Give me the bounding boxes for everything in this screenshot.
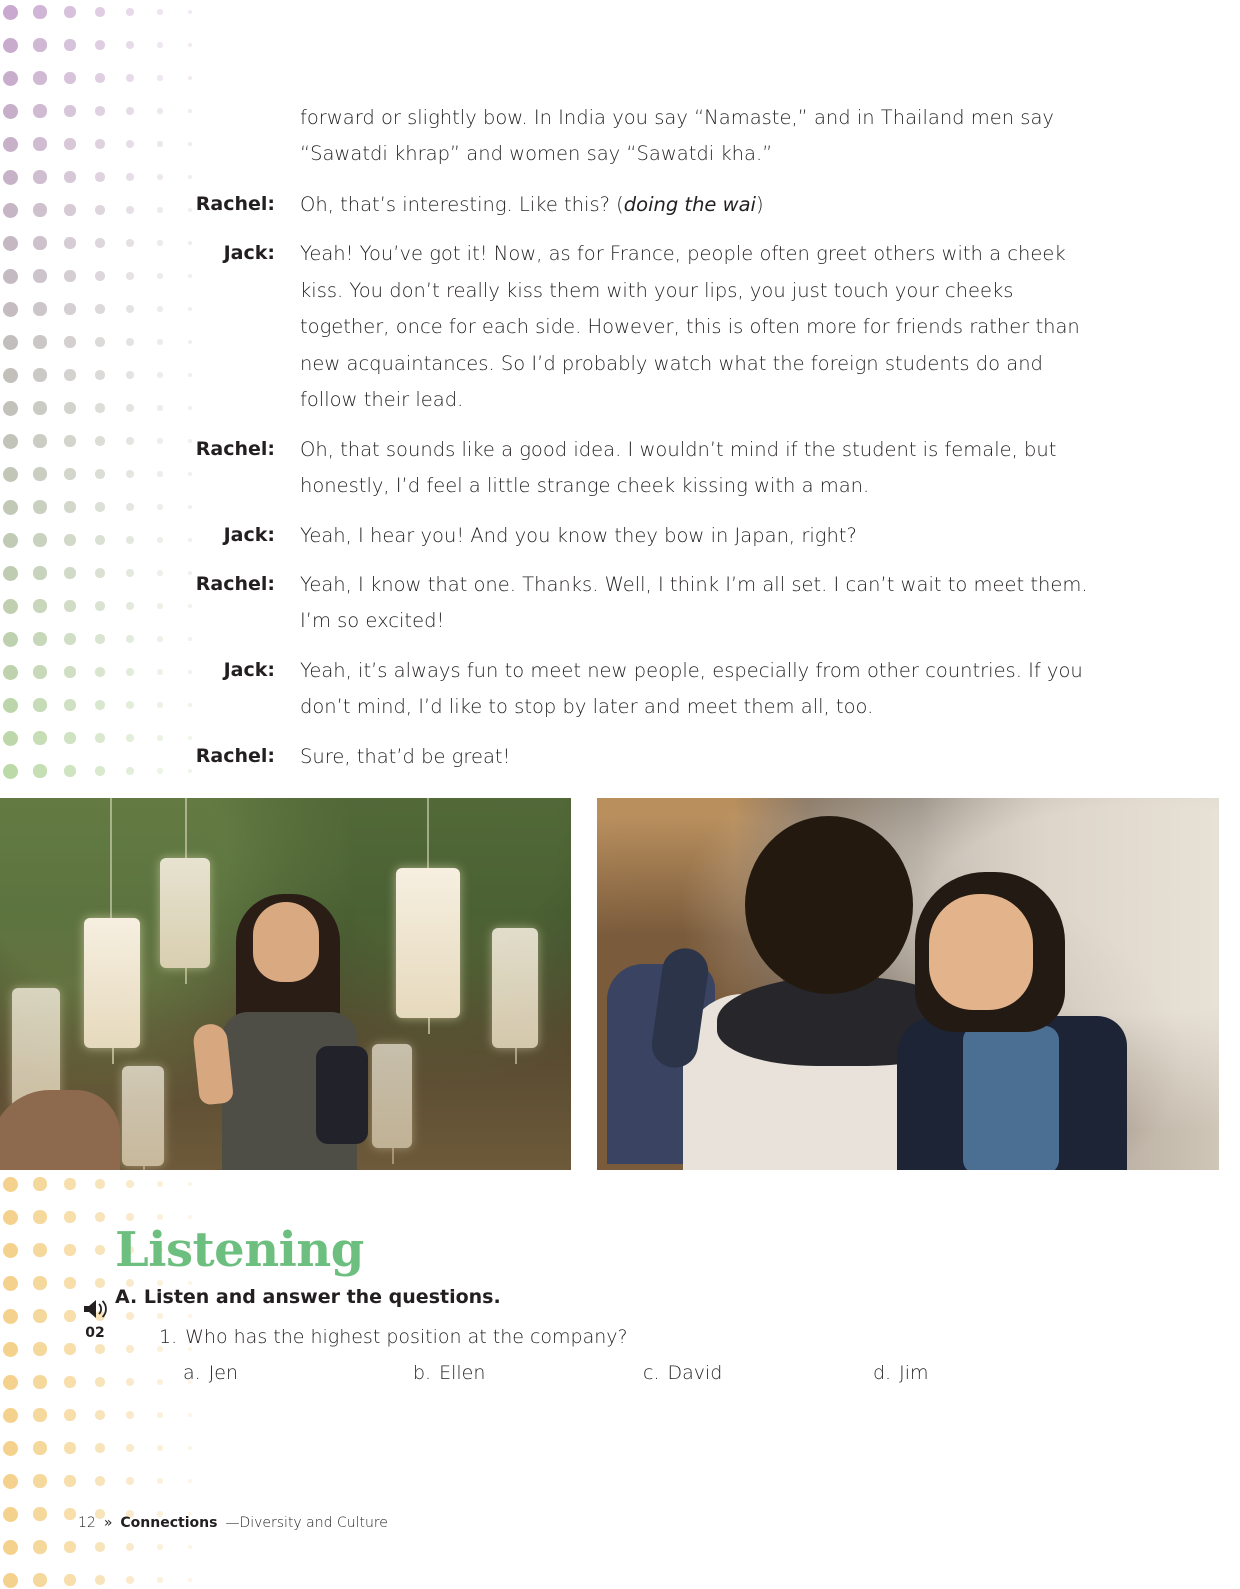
- decorative-dot: [157, 372, 163, 378]
- decorative-dot: [95, 1344, 104, 1353]
- decorative-dot: [95, 1179, 104, 1188]
- decorative-dot: [64, 1376, 75, 1387]
- decorative-dot: [64, 303, 75, 314]
- choice-text: David: [667, 1362, 723, 1384]
- decorative-dot: [33, 467, 46, 480]
- decorative-dot: [126, 470, 133, 477]
- decorative-dot: [64, 1211, 75, 1222]
- decorative-dot: [95, 1476, 104, 1485]
- decorative-dot: [157, 603, 163, 609]
- decorative-dot: [157, 108, 163, 114]
- decorative-dot: [3, 1276, 18, 1291]
- decorative-dot: [157, 669, 163, 675]
- decorative-dot: [3, 1573, 18, 1588]
- decorative-dot: [33, 533, 46, 546]
- decorative-dot: [3, 764, 18, 779]
- decorative-dot: [33, 1342, 46, 1355]
- decorative-dot: [64, 270, 75, 281]
- decorative-dot: [95, 238, 104, 247]
- speech-text: Yeah, I know that one. Thanks. Well, I think I’m all set. I can’t wait to meet them. I’m so excited!: [300, 572, 1088, 633]
- decorative-dot: [64, 1178, 75, 1189]
- decorative-dot: [126, 1477, 133, 1484]
- decorative-dot: [64, 1343, 75, 1354]
- decorative-dot: [95, 700, 104, 709]
- decorative-dot: [64, 1508, 75, 1519]
- dialogue-line: [190, 739, 1100, 775]
- decorative-dot: [33, 599, 46, 612]
- choice-text: Jen: [208, 1362, 239, 1384]
- decorative-dot: [64, 765, 75, 776]
- decorative-dot: [126, 272, 133, 279]
- decorative-dot: [95, 1443, 104, 1452]
- decorative-dot: [64, 600, 75, 611]
- decorative-dot: [157, 75, 163, 81]
- speech-text: [300, 187, 1100, 223]
- decorative-dot: [126, 668, 133, 675]
- decorative-dot: [126, 635, 133, 642]
- decorative-dot: [157, 1181, 163, 1187]
- decorative-dot: [95, 1212, 104, 1221]
- decorative-dot: [3, 1309, 18, 1324]
- decorative-dot: [157, 768, 163, 774]
- decorative-dot: [64, 1409, 75, 1420]
- dialogue-line: [190, 653, 1100, 726]
- decorative-dot: [126, 734, 133, 741]
- question-text: Who has the highest position at the company?: [185, 1326, 628, 1348]
- decorative-dot: [3, 1474, 18, 1489]
- decorative-dot: [33, 1474, 46, 1487]
- decorative-dot: [3, 170, 18, 185]
- decorative-dot: [64, 336, 75, 347]
- decorative-dot: [126, 305, 133, 312]
- photo-woman-doing-wai-with-lanterns: [0, 798, 571, 1170]
- speaker-name: Rachel:: [195, 744, 275, 767]
- backpack: [316, 1046, 368, 1144]
- elephant-statue: [0, 1090, 120, 1170]
- decorative-dot: [188, 1446, 192, 1450]
- decorative-dot: [3, 236, 18, 251]
- lantern-icon: [372, 1044, 412, 1148]
- lantern-icon: [84, 918, 140, 1048]
- decorative-dot: [33, 665, 46, 678]
- decorative-dot: [33, 401, 46, 414]
- decorative-dot: [3, 566, 18, 581]
- decorative-dot: [126, 206, 133, 213]
- decorative-dot: [95, 172, 104, 181]
- page-footer: [78, 1515, 388, 1531]
- dialogue-line: [190, 518, 1100, 554]
- decorative-dot: [3, 38, 18, 53]
- decorative-dot: [95, 205, 104, 214]
- decorative-dot: [188, 1413, 192, 1417]
- decorative-dot: [33, 1441, 46, 1454]
- decorative-dot: [157, 471, 163, 477]
- decorative-dot: [3, 335, 18, 350]
- decorative-dot: [126, 1543, 133, 1550]
- decorative-dot: [33, 1177, 46, 1190]
- dialogue-transcript: [190, 100, 1100, 788]
- speaker-name: Rachel:: [195, 437, 275, 460]
- decorative-dot: [3, 1243, 18, 1258]
- decorative-dot: [126, 1411, 133, 1418]
- decorative-dot: [157, 1478, 163, 1484]
- decorative-dot: [95, 1575, 104, 1584]
- decorative-dot: [3, 302, 18, 317]
- decorative-dot: [64, 402, 75, 413]
- decorative-dot: [3, 1375, 18, 1390]
- decorative-dot: [64, 468, 75, 479]
- choice-a[interactable]: [183, 1362, 413, 1384]
- task-label: A. Listen and answer the questions.: [115, 1286, 501, 1308]
- decorative-dot: [3, 269, 18, 284]
- decorative-dot: [126, 173, 133, 180]
- dialogue-line: [190, 187, 1100, 223]
- decorative-dot: [126, 338, 133, 345]
- decorative-dot: [64, 699, 75, 710]
- decorative-dot: [64, 501, 75, 512]
- decorative-dot: [126, 1576, 133, 1583]
- speaker-name: Jack:: [223, 523, 275, 546]
- decorative-dot: [126, 503, 133, 510]
- decorative-dot: [33, 731, 46, 744]
- page-number: 12: [78, 1515, 96, 1531]
- decorative-dot: [64, 204, 75, 215]
- decorative-dot: [157, 702, 163, 708]
- lantern-icon: [492, 928, 538, 1048]
- task-a: [115, 1286, 1175, 1308]
- decorative-dot: [64, 72, 75, 83]
- decorative-dot: [188, 10, 192, 14]
- choice-text: Ellen: [439, 1362, 486, 1384]
- man-head: [745, 816, 913, 994]
- lantern-icon: [396, 868, 460, 1018]
- decorative-dot: [64, 1310, 75, 1321]
- decorative-dot: [157, 735, 163, 741]
- decorative-dot: [95, 7, 104, 16]
- decorative-dot: [126, 437, 133, 444]
- decorative-dot: [3, 1507, 18, 1522]
- choice-letter: d.: [873, 1362, 892, 1384]
- decorative-dot: [126, 140, 133, 147]
- decorative-dot: [126, 701, 133, 708]
- decorative-dot: [95, 733, 104, 742]
- decorative-dot: [64, 171, 75, 182]
- decorative-dot: [64, 666, 75, 677]
- decorative-dot: [95, 634, 104, 643]
- decorative-dot: [126, 239, 133, 246]
- decorative-dot: [157, 1412, 163, 1418]
- decorative-dot: [64, 105, 75, 116]
- decorative-dot: [64, 1442, 75, 1453]
- decorative-dot: [157, 42, 163, 48]
- photo-cheek-kiss-greeting-on-street: [597, 798, 1219, 1170]
- decorative-dot: [3, 665, 18, 680]
- decorative-dot: [95, 337, 104, 346]
- decorative-dot: [3, 104, 18, 119]
- decorative-dot: [157, 537, 163, 543]
- question-1: [159, 1326, 1175, 1348]
- decorative-dot: [64, 1574, 75, 1585]
- decorative-dot: [33, 1243, 46, 1256]
- decorative-dot: [33, 1375, 46, 1388]
- speaker-name: Jack:: [223, 658, 275, 681]
- decorative-dot: [157, 1445, 163, 1451]
- decorative-dot: [33, 1309, 46, 1322]
- lantern-icon: [160, 858, 210, 968]
- decorative-dot: [95, 1278, 104, 1287]
- decorative-dot: [126, 602, 133, 609]
- decorative-dot: [157, 636, 163, 642]
- decorative-dot: [33, 104, 46, 117]
- audio-track-marker: [75, 1298, 115, 1341]
- decorative-dot: [3, 500, 18, 515]
- dialogue-line: [190, 432, 1100, 505]
- choice-b[interactable]: [413, 1362, 643, 1384]
- decorative-dot: [33, 1540, 46, 1553]
- decorative-dot: [3, 71, 18, 86]
- decorative-dot: [126, 1444, 133, 1451]
- decorative-dot: [126, 767, 133, 774]
- decorative-dot: [3, 368, 18, 383]
- decorative-dot: [95, 601, 104, 610]
- decorative-dot: [95, 370, 104, 379]
- decorative-dot: [64, 138, 75, 149]
- decorative-dot: [64, 1541, 75, 1552]
- decorative-dot: [64, 567, 75, 578]
- listening-section: [85, 1222, 1175, 1384]
- decorative-dot: [64, 6, 75, 17]
- choice-c[interactable]: [643, 1362, 873, 1384]
- decorative-dot: [126, 107, 133, 114]
- decorative-dot: [3, 1540, 18, 1555]
- photo-strip: [0, 798, 1240, 1170]
- decorative-dot: [95, 469, 104, 478]
- decorative-dot: [157, 438, 163, 444]
- decorative-dot: [157, 570, 163, 576]
- book-title: Connections: [120, 1515, 218, 1531]
- decorative-dot: [64, 369, 75, 380]
- decorative-dot: [126, 41, 133, 48]
- decorative-dot: [64, 39, 75, 50]
- decorative-dot: [188, 43, 192, 47]
- woman-shirt: [963, 1026, 1059, 1170]
- speech-text: Yeah! You’ve got it! Now, as for France, people often greet others with a cheek kiss. You don’t really kiss them with your lips, you just touch your cheeks together, once for each side. However, this is often more for friends rather than new acquaintances. So I’d probably watch what the foreign students do and follow their lead.: [300, 242, 1080, 412]
- decorative-dot: [3, 467, 18, 482]
- decorative-dot: [95, 667, 104, 676]
- lantern-icon: [122, 1066, 164, 1166]
- decorative-dot: [157, 240, 163, 246]
- decorative-dot: [95, 1542, 104, 1551]
- decorative-dot: [3, 1342, 18, 1357]
- decorative-dot: [33, 566, 46, 579]
- question-1-choices: [183, 1362, 1175, 1384]
- footer-arrow-icon: »: [103, 1515, 113, 1531]
- decorative-dot: [33, 764, 46, 777]
- decorative-dot: [64, 1475, 75, 1486]
- dialogue-line: [190, 567, 1100, 640]
- decorative-dot: [64, 1244, 75, 1255]
- decorative-dot: [157, 9, 163, 15]
- decorative-dot: [3, 434, 18, 449]
- decorative-dot: [64, 633, 75, 644]
- decorative-dot: [64, 435, 75, 446]
- decorative-dot: [33, 302, 46, 315]
- decorative-dot: [33, 434, 46, 447]
- decorative-dot: [3, 203, 18, 218]
- decorative-dot: [126, 404, 133, 411]
- decorative-dot: [33, 368, 46, 381]
- speaker-name: Rachel:: [195, 572, 275, 595]
- choice-letter: b.: [413, 1362, 432, 1384]
- decorative-dot: [188, 1578, 192, 1582]
- choice-letter: c.: [643, 1362, 660, 1384]
- speech-text: Oh, that sounds like a good idea. I wouldn’t mind if the student is female, but honestly, I’d feel a little strange cheek kissing with a man.: [300, 437, 1057, 498]
- speaker-name: Rachel:: [195, 192, 275, 215]
- decorative-dot: [33, 1408, 46, 1421]
- decorative-dot: [188, 1182, 192, 1186]
- decorative-dot: [95, 535, 104, 544]
- decorative-dot: [33, 38, 46, 51]
- decorative-dot: [126, 371, 133, 378]
- decorative-dot: [33, 335, 46, 348]
- decorative-dot: [33, 1210, 46, 1223]
- woman-face: [929, 894, 1033, 1010]
- decorative-dot: [126, 536, 133, 543]
- book-subtitle: —Diversity and Culture: [225, 1515, 388, 1531]
- decorative-dot: [95, 40, 104, 49]
- decorative-dot: [126, 1180, 133, 1187]
- decorative-dot: [126, 1213, 133, 1220]
- decorative-dot: [188, 1479, 192, 1483]
- lantern-string: [110, 798, 112, 918]
- decorative-dot: [188, 1545, 192, 1549]
- decorative-dot: [95, 139, 104, 148]
- person-face: [253, 902, 319, 982]
- decorative-dot: [157, 405, 163, 411]
- decorative-dot: [95, 1245, 104, 1254]
- decorative-dot: [188, 76, 192, 80]
- decorative-dot: [33, 71, 46, 84]
- decorative-dot: [157, 141, 163, 147]
- decorative-dot: [126, 8, 133, 15]
- audio-track-number: 02: [85, 1325, 105, 1341]
- decorative-dot: [64, 237, 75, 248]
- decorative-dot: [95, 766, 104, 775]
- decorative-dot: [3, 533, 18, 548]
- speech-text: Yeah, I hear you! And you know they bow in Japan, right?: [300, 523, 857, 547]
- decorative-dot: [3, 731, 18, 746]
- decorative-dot: [188, 1215, 192, 1219]
- decorative-dot: [3, 1408, 18, 1423]
- decorative-dot: [126, 569, 133, 576]
- lantern-string: [427, 798, 429, 868]
- decorative-dot: [157, 306, 163, 312]
- decorative-dot: [95, 568, 104, 577]
- choice-text: Jim: [899, 1362, 929, 1384]
- decorative-dot: [33, 5, 46, 18]
- decorative-dot: [3, 1210, 18, 1225]
- decorative-dot: [3, 632, 18, 647]
- decorative-dot: [33, 632, 46, 645]
- speech-text: Sure, that’d be great!: [300, 744, 511, 768]
- speech-text-part: Oh, that’s interesting. Like this? (: [300, 192, 624, 216]
- decorative-dot: [3, 1441, 18, 1456]
- continued-paragraph: forward or slightly bow. In India you say “Namaste,” and in Thailand men say “Sawatdi khrap” and women say “Sawatdi kha.”: [300, 106, 1054, 166]
- decorative-dot: [157, 273, 163, 279]
- lantern-string: [185, 798, 187, 858]
- decorative-dot: [33, 500, 46, 513]
- dialogue-line: [190, 236, 1100, 418]
- decorative-dot: [95, 271, 104, 280]
- decorative-dot: [95, 1410, 104, 1419]
- section-title: Listening: [115, 1222, 364, 1278]
- decorative-dot: [33, 203, 46, 216]
- decorative-dot: [3, 137, 18, 152]
- decorative-dot: [157, 207, 163, 213]
- decorative-dot: [95, 403, 104, 412]
- choice-d[interactable]: [873, 1362, 1103, 1384]
- decorative-dot: [95, 436, 104, 445]
- decorative-dot: [64, 732, 75, 743]
- choice-letter: a.: [183, 1362, 201, 1384]
- decorative-dot: [95, 73, 104, 82]
- decorative-dot: [3, 599, 18, 614]
- speech-text: Yeah, it’s always fun to meet new people, especially from other countries. If you don’t mind, I’d like to stop by later and meet them all, too.: [300, 658, 1083, 719]
- decorative-dot: [33, 1276, 46, 1289]
- decorative-dot: [95, 106, 104, 115]
- decorative-dot: [3, 401, 18, 416]
- decorative-dot: [126, 74, 133, 81]
- decorative-dot-field-top: [0, 0, 215, 795]
- decorative-dot: [157, 1577, 163, 1583]
- stage-direction: doing the wai: [623, 192, 756, 216]
- decorative-dot: [157, 339, 163, 345]
- decorative-dot: [33, 170, 46, 183]
- speaker-icon[interactable]: [82, 1307, 108, 1324]
- question-number: 1.: [159, 1326, 178, 1348]
- decorative-dot: [3, 5, 18, 20]
- speech-text-end: ): [755, 192, 764, 216]
- decorative-dot: [3, 698, 18, 713]
- decorative-dot: [95, 502, 104, 511]
- decorative-dot: [33, 1507, 46, 1520]
- decorative-dot: [33, 698, 46, 711]
- decorative-dot: [157, 1544, 163, 1550]
- decorative-dot: [64, 1277, 75, 1288]
- decorative-dot: [33, 1573, 46, 1586]
- decorative-dot: [157, 174, 163, 180]
- decorative-dot: [95, 1377, 104, 1386]
- decorative-dot: [33, 269, 46, 282]
- decorative-dot: [157, 1214, 163, 1220]
- speaker-name: Jack:: [223, 242, 275, 265]
- decorative-dot: [33, 137, 46, 150]
- decorative-dot: [64, 534, 75, 545]
- decorative-dot: [3, 1177, 18, 1192]
- decorative-dot: [33, 236, 46, 249]
- decorative-dot: [157, 504, 163, 510]
- decorative-dot: [95, 304, 104, 313]
